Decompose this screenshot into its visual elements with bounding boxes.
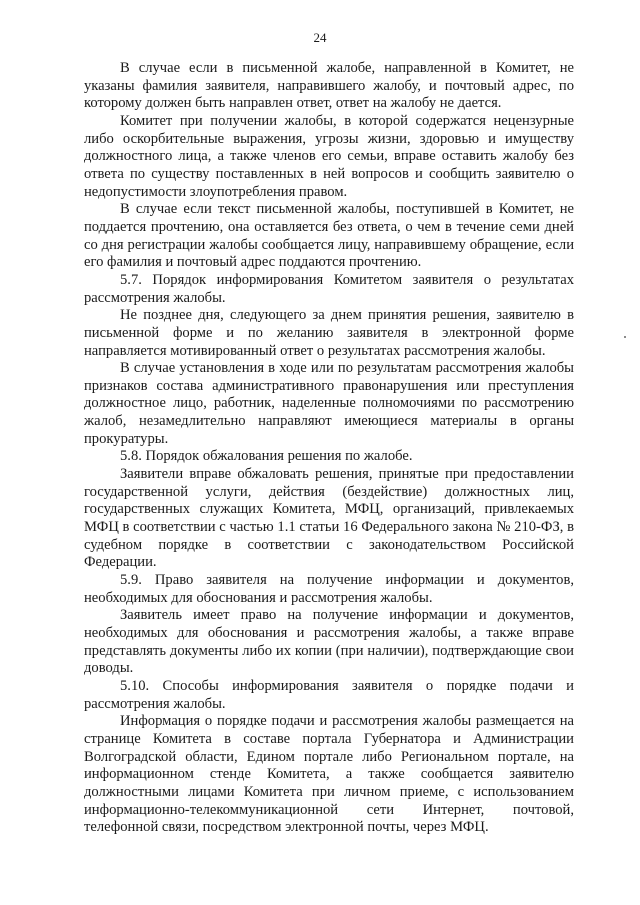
paragraph-information-rights: Заявитель имеет право на получение информации и документов, необходимых для обоснования и рассмотрения жалобы, а также вправе представлять документы либо их копии (при наличии), подтверждающие свои доводы.	[84, 607, 574, 677]
paragraph-prosecution-referral: В случае установления в ходе или по результатам рассмотрения жалобы признаков состава административного правонарушения или преступления должностное лицо, работник, наделенные полномочиями по рассмотрению жалоб, незамедлительно направляют имеющиеся материалы в органы прокуратуры.	[84, 360, 574, 447]
paragraph-offensive-content: Комитет при получении жалобы, в которой содержатся нецензурные либо оскорбительные выражения, угрозы жизни, здоровью и имуществу должностного лица, а также членов его семьи, вправе оставить жалобу без ответа по существу поставленных в ней вопросов и сообщить заявителю о недопустимости злоупотребления правом.	[84, 112, 574, 200]
paragraph-appeal-rights: Заявители вправе обжаловать решения, принятые при предоставлении государственной услуги, действия (бездействие) должностных лиц, государственных служащих Комитета, МФЦ, организаций, привлекаемых МФЦ в соответствии с частью 1.1 статьи 16 Федерального закона № 210-ФЗ, в судебном порядке в соответствии с законодательством Российской Федерации.	[84, 466, 574, 571]
document-body	[84, 60, 574, 837]
section-heading-5-9: 5.9. Право заявителя на получение информации и документов, необходимых для обоснования и рассмотрения жалобы.	[84, 572, 574, 606]
section-heading-5-10: 5.10. Способы информирования заявителя о порядке подачи и рассмотрения жалобы.	[84, 677, 574, 712]
paragraph-no-address: В случае если в письменной жалобе, направленной в Комитет, не указаны фамилия заявителя, направившего жалобу, и почтовый адрес, по которому должен быть направлен ответ, ответ на жалобу не дается.	[84, 60, 574, 112]
paragraph-information-channels: Информация о порядке подачи и рассмотрения жалобы размещается на странице Комитета в составе портала Губернатора и Администрации Волгоградской области, Едином портале либо Региональном портале, на информационном стенде Комитета, а также сообщается заявителю должностными лицами Комитета при личном приеме, с использованием информационно-телекоммуникационной сети Интернет, почтовой, телефонной связи, посредством электронной почты, через МФЦ.	[84, 713, 574, 836]
scan-speck	[624, 336, 626, 338]
section-heading-5-8: 5.8. Порядок обжалования решения по жалобе.	[120, 448, 413, 465]
page-number: 24	[313, 30, 327, 45]
section-heading-5-7: 5.7. Порядок информирования Комитетом заявителя о результатах рассмотрения жалобы.	[84, 271, 574, 306]
paragraph-response-deadline: Не позднее дня, следующего за днем принятия решения, заявителю в письменной форме и по желанию заявителя в электронной форме направляется мотивированный ответ о результатах рассмотрения жалобы.	[84, 307, 574, 359]
paragraph-unreadable-text: В случае если текст письменной жалобы, поступившей в Комитет, не поддается прочтению, она оставляется без ответа, о чем в течение семи дней со дня регистрации жалобы сообщается лицу, направившему обращение, если его фамилия и почтовый адрес поддаются прочтению.	[84, 201, 574, 271]
